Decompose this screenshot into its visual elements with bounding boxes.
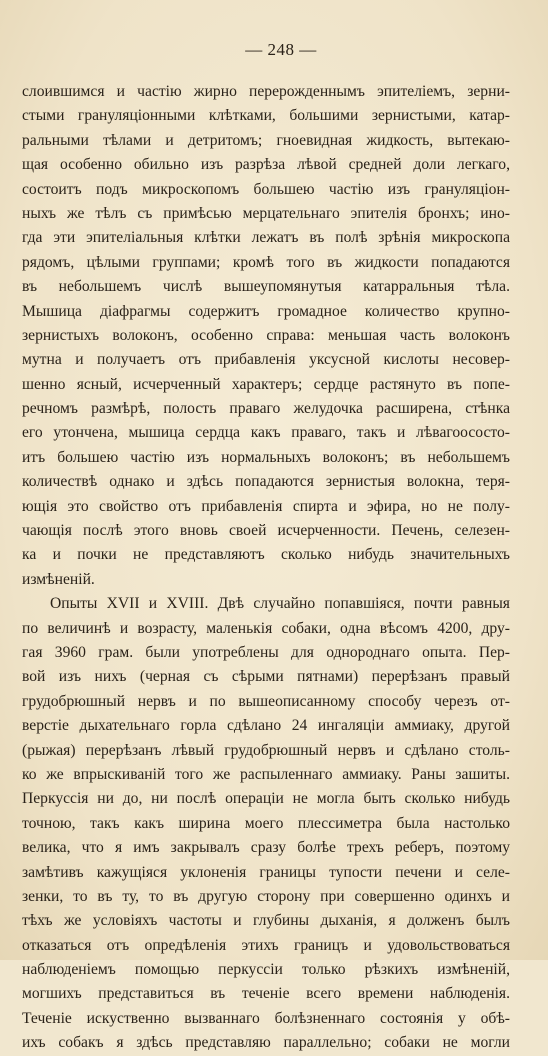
text-line: речномъ размѣрѣ, полость праваго желудочка расширена, стѣнка: [22, 400, 510, 418]
text-line: велика, что я имъ закрывалъ сразу болѣе трехъ реберъ, поэтому: [22, 839, 510, 857]
text-line: гда эти эпителіальныя клѣтки лежатъ въ полѣ зрѣнія микроскопа: [22, 229, 510, 247]
text-line: Опыты XVII и XVIII. Двѣ случайно попавшіяся, почти равныя: [50, 595, 510, 613]
text-line: по величинѣ и возрасту, маленькія собаки, одна вѣсомъ 4200, дру-: [22, 619, 510, 637]
text-line: ихъ собакъ я здѣсь представляю параллельно; собаки не могли: [22, 1034, 510, 1052]
text-line: количествѣ однако и здѣсь попадаются зернистыя волокна, теря-: [22, 473, 510, 491]
text-line: (рыжая) перерѣзанъ лѣвый грудобрюшный нервъ и сдѣлано столь-: [22, 741, 510, 759]
text-line: Теченіе искуственно вызваннаго болѣзненнаго состоянія у обѣ-: [22, 1009, 510, 1027]
text-line: чающія послѣ этого вновь своей исчерченности. Печень, селезен-: [22, 522, 510, 540]
text-line: мутна и получаетъ отъ прибавленія уксусной кислоты несовер-: [22, 351, 510, 369]
page-number: — 248 —: [245, 40, 317, 59]
text-line: ральными тѣлами и детритомъ; гноевидная жидкость, вытекаю-: [22, 131, 510, 149]
text-line: ка и почки не представляютъ сколько нибудь значительныхъ: [22, 546, 510, 564]
text-line: слоившимся и частію жирно перерожденнымъ эпителіемъ, зерни-: [22, 83, 510, 100]
text-line: могшихъ представиться въ теченіе всего времени наблюденія.: [22, 985, 510, 1003]
text-line: щая особенно обильно изъ разрѣза лѣвой средней доли легкаго,: [22, 156, 510, 174]
text-line: стыми грануляціонными клѣтками, большими зернистыми, катар-: [22, 107, 510, 125]
text-line: его утончена, мышица сердца какъ праваго, такъ и лѣвагоососто-: [22, 424, 510, 442]
text-line: вой изъ нихъ (черная съ сѣрыми пятнами) перерѣзанъ правый: [22, 668, 510, 686]
text-line: отказаться отъ опредѣленія этихъ границъ и удовольствоваться: [22, 936, 510, 954]
text-line: тѣхъ же условіяхъ частоты и глубины дыханія, я долженъ былъ: [22, 912, 510, 930]
text-line: наблюденіемъ помощью перкуссіи только рѣзкихъ измѣненій,: [22, 961, 510, 979]
text-line: въ небольшемъ числѣ вышеупомянутыя катарральныя тѣла.: [22, 278, 510, 296]
text-line: точною, такъ какъ ширина моего плессиметра была настолько: [22, 814, 510, 832]
text-line: состоитъ подъ микроскопомъ большею частію изъ грануляціон-: [22, 180, 510, 198]
text-line: ющія это свойство отъ прибавленія спирта и эфира, но не полу-: [22, 497, 510, 515]
text-line: ныхъ же тѣлъ съ примѣсью мерцательнаго эпителія бронхъ; ино-: [22, 204, 510, 222]
text-line: гая 3960 грам. были употреблены для однороднаго опыта. Пер-: [22, 643, 510, 661]
text-line: шенно ясный, исчерченный характеръ; сердце растянуто въ попе-: [22, 375, 510, 393]
text-line: Мышица діафрагмы содержитъ громадное количество крупно-: [22, 302, 510, 320]
text-line: верстіе дыхательнаго горла сдѣлано 24 ингаляціи аммиаку, другой: [22, 717, 510, 735]
text-line: замѣтивъ кажущіяся уклоненія границы тупости печени и селе-: [22, 863, 510, 881]
text-line: рядомъ, цѣлыми группами; кромѣ того въ жидкости попадаются: [22, 253, 510, 271]
body-text: [22, 80, 510, 1056]
text-line: Перкуссія ни до, ни послѣ операціи не могла быть сколько нибудь: [22, 790, 510, 808]
text-line: грудобрюшный нервъ и по вышеописанному способу черезъ от-: [22, 692, 510, 710]
text-line: зенки, то въ ту, то въ другую сторону при совершенно одинхъ и: [22, 887, 510, 905]
text-line: итъ большею частію изъ нормальныхъ волоконъ; въ небольшемъ: [22, 448, 510, 466]
text-line: зернистыхъ волоконъ, особенно справа: меньшая часть волоконъ: [22, 326, 510, 344]
text-line: ко же впрыскиваній того же распыленнаго аммиаку. Раны зашиты.: [22, 765, 510, 783]
text-line: измѣненій.: [22, 570, 95, 588]
